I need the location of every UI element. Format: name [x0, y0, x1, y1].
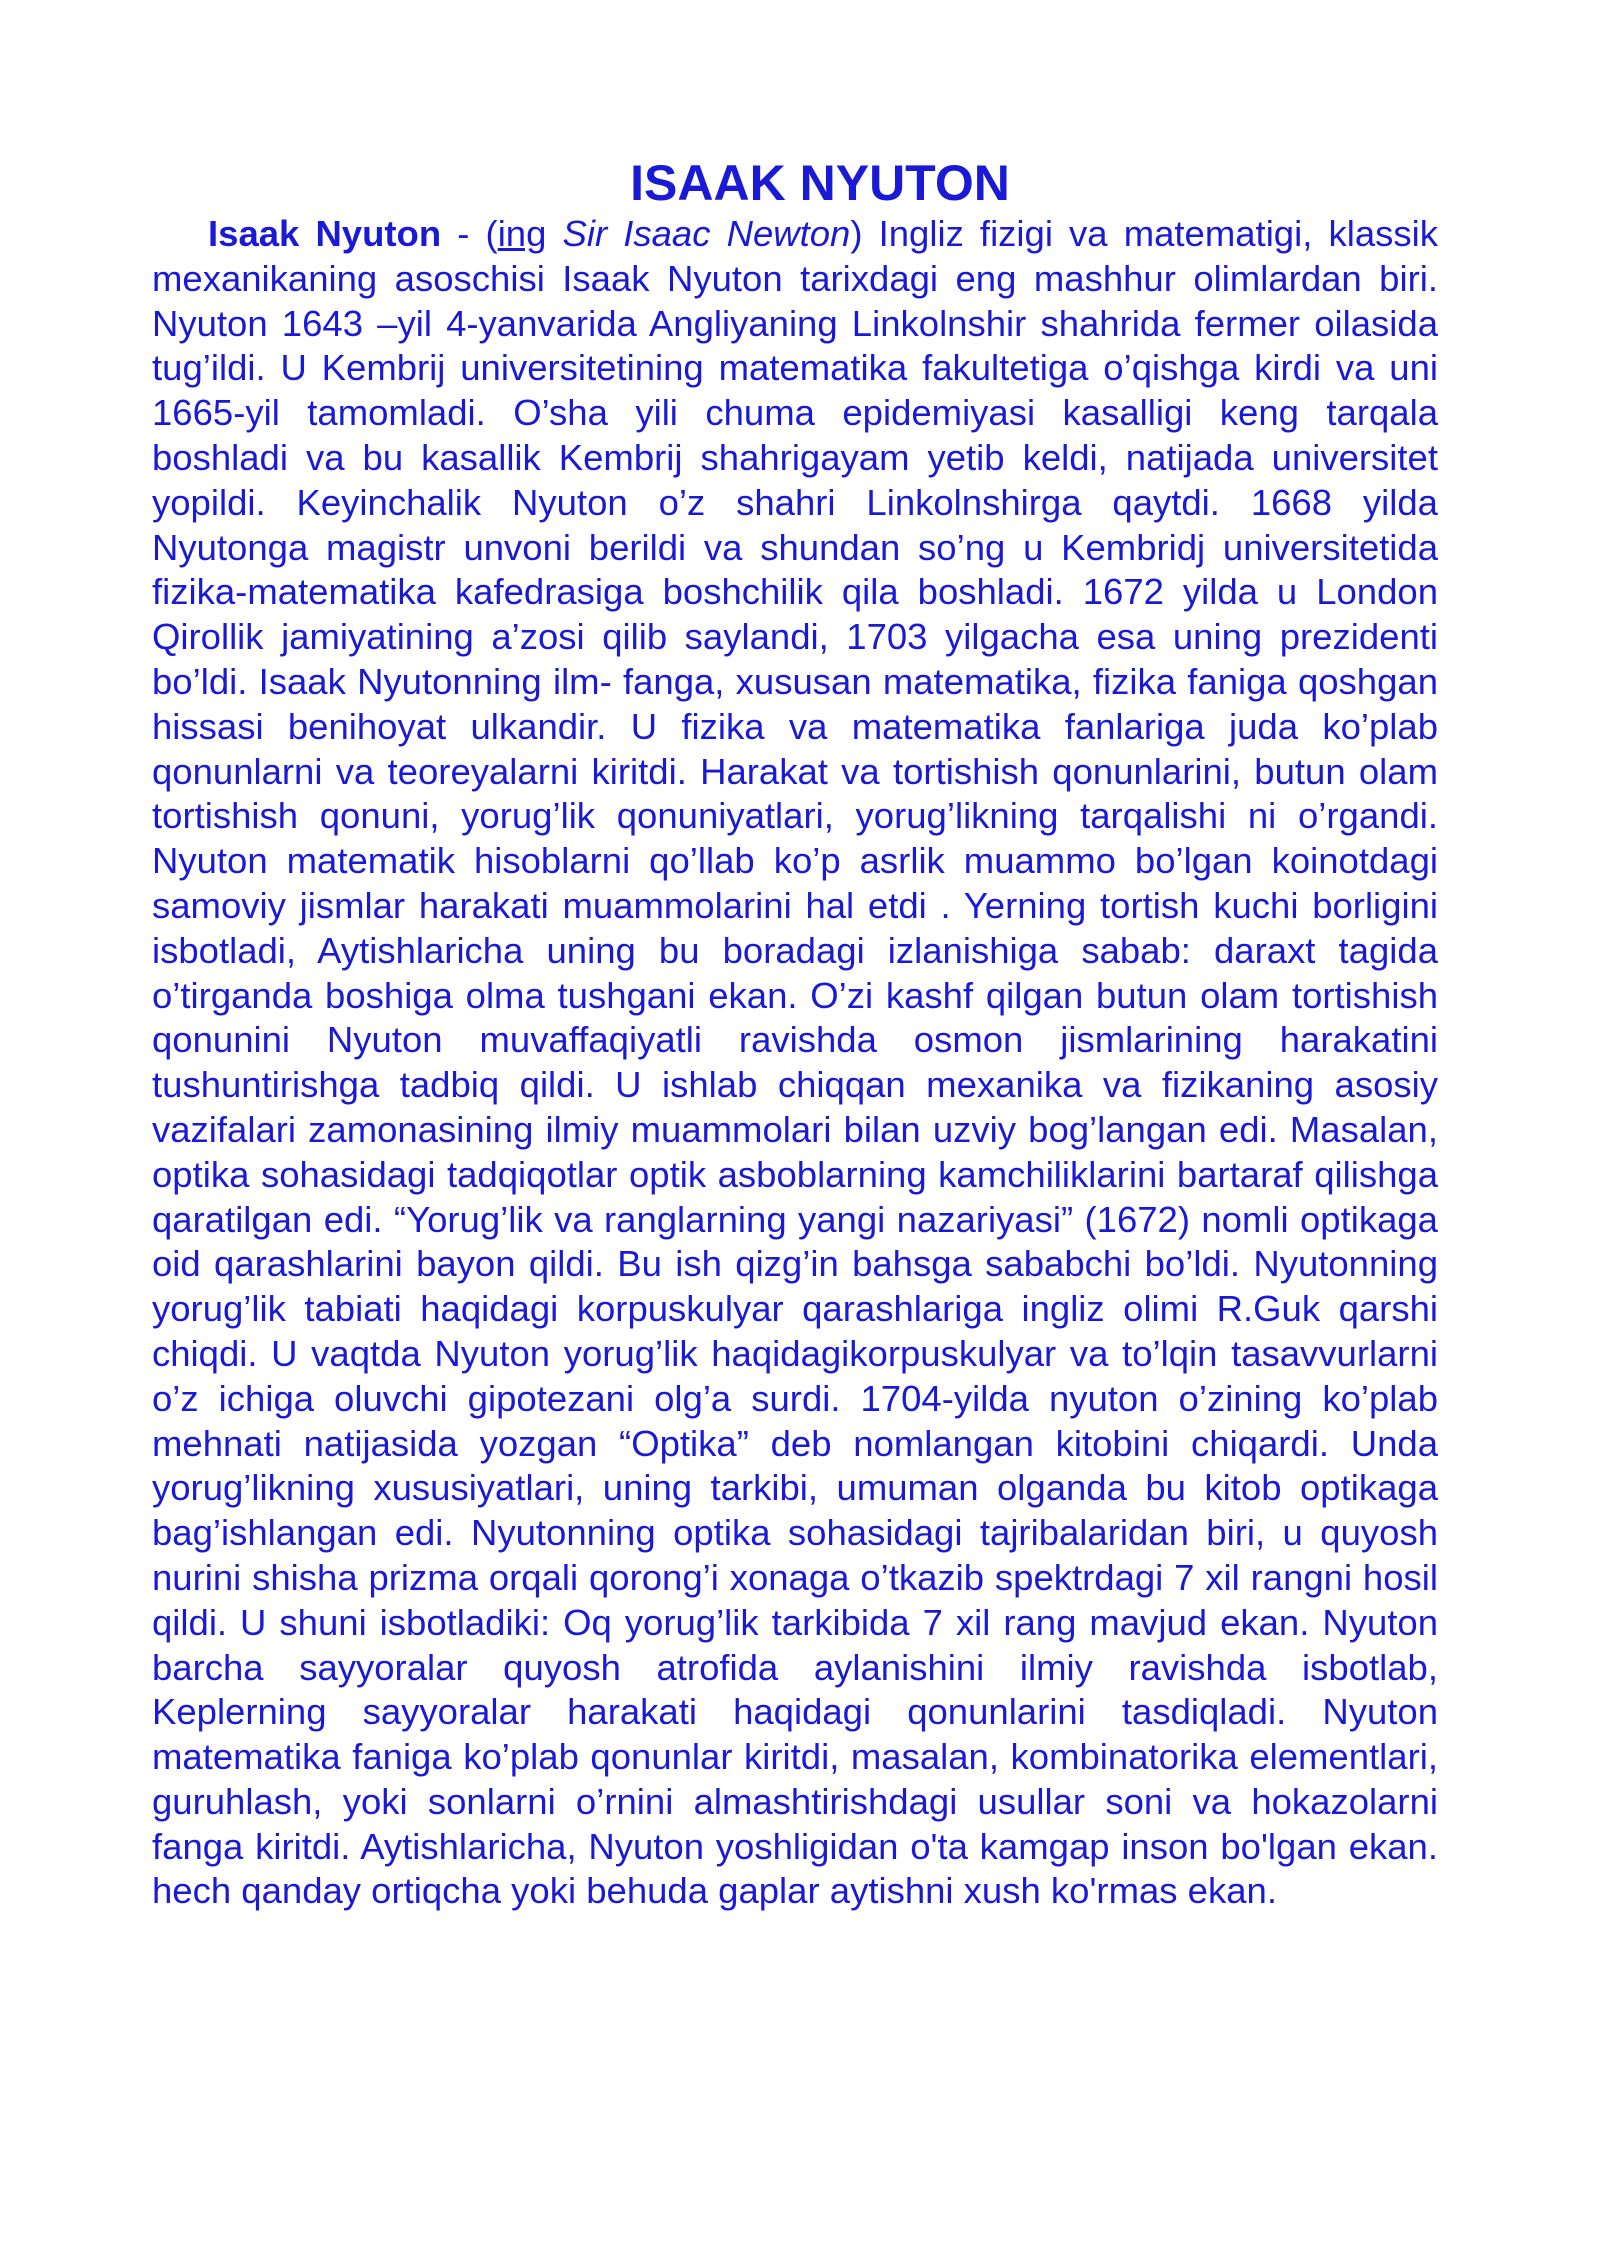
- page-title: ISAAK NYUTON: [630, 155, 1010, 211]
- lead-dash: - (: [441, 213, 498, 254]
- article-body: [152, 212, 1438, 1914]
- language-abbreviation: ing: [497, 213, 547, 254]
- original-name: Sir Isaac Newton: [546, 213, 851, 254]
- article-text: ) Ingliz fizigi va matematigi, klassik mexanikaning asoschisi Isaak Nyuton tarixdagi eng mashhur olimlardan biri. Nyuton 1643 –yil 4-yanvarida Angliyaning Linkolnshir shahrida fermer oilasida tug’ildi. U Kembrij universitetining matematika fakultetiga o’qishga kirdi va uni 1665-yil tamomladi. O’sha yili chuma epidemiyasi kasalligi keng tarqala boshladi va bu kasallik Kembrij shahrigayam yetib keldi, natijada universitet yopildi. Keyinchalik Nyuton o’z shahri Linkolnshirga qaytdi. 1668 yilda Nyutonga magistr unvoni berildi va shundan so’ng u Kembridj universitetida fizika-matematika kafedrasiga boshchilik qila boshladi. 1672 yilda u London Qirollik jamiyatining a’zosi qilib saylandi, 1703 yilgacha esa uning prezidenti bo’ldi. Isaak Nyutonning ilm- fanga, xususan matematika, fizika faniga qoshgan hissasi benihoyat ulkandir. U fizika va matematika fanlariga juda ko’plab qonunlarni va teoreyalarni kiritdi. Harakat va tortishish qonunlarini, butun olam tortishish qonuni, yorug’lik qonuniyatlari, yorug’likning tarqalishi ni o’rgandi. Nyuton matematik hisoblarni qo’llab ko’p asrlik muammo bo’lgan koinotdagi samoviy jismlar harakati muammolarini hal etdi . Yerning tortish kuchi borligini isbotladi, Aytishlaricha uning bu boradagi izlanishiga sabab: daraxt tagida o’tirganda boshiga olma tushgani ekan. O’zi kashf qilgan butun olam tortishish qonunini Nyuton muvaffaqiyatli ravishda osmon jismlarining harakatini tushuntirishga tadbiq qildi. U ishlab chiqqan mexanika va fizikaning asosiy vazifalari zamonasining ilmiy muammolari bilan uzviy bog’langan edi. Masalan, optika sohasidagi tadqiqotlar optik asboblarning kamchiliklarini bartaraf qilishga qaratilgan edi. “Yorug’lik va ranglarning yangi nazariyasi” (1672) nomli optikaga oid qarashlarini bayon qildi. Bu ish qizg’in bahsga sababchi bo’ldi. Nyutonning yorug’lik tabiati haqidagi korpuskulyar qarashlariga ingliz olimi R.Guk qarshi chiqdi. U vaqtda Nyuton yorug’lik haqidagikorpuskulyar va to’lqin tasavvurlarni o’z ichiga oluvchi gipotezani olg’a surdi. 1704-yilda nyuton o’zining ko’plab mehnati natijasida yozgan “Optika” deb nomlangan kitobini chiqardi. Unda yorug’likning xususiyatlari, uning tarkibi, umuman olganda bu kitob optikaga bag’ishlangan edi. Nyutonning optika sohasidagi tajribalaridan biri, u quyosh nurini shisha prizma orqali qorong’i xonaga o’tkazib spektrdagi 7 xil rangni hosil qildi. U shuni isbotladiki: Oq yorug’lik tarkibida 7 xil rang mavjud ekan. Nyuton barcha sayyoralar quyosh atrofida aylanishini ilmiy ravishda isbotlab, Keplerning sayyoralar harakati haqidagi qonunlarini tasdiqladi. Nyuton matematika faniga ko’plab qonunlar kiritdi, masalan, kombinatorika elementlari, guruhlash, yoki sonlarni o’rnini almashtirishdagi usullar soni va hokazolarni fanga kiritdi. Aytishlaricha, Nyuton yoshligidan o'ta kamgap inson bo'lgan ekan. hech qanday ortiqcha yoki behuda gaplar aytishni xush ko'rmas ekan.: [152, 213, 1438, 1912]
- lead-name: Isaak Nyuton: [208, 213, 442, 254]
